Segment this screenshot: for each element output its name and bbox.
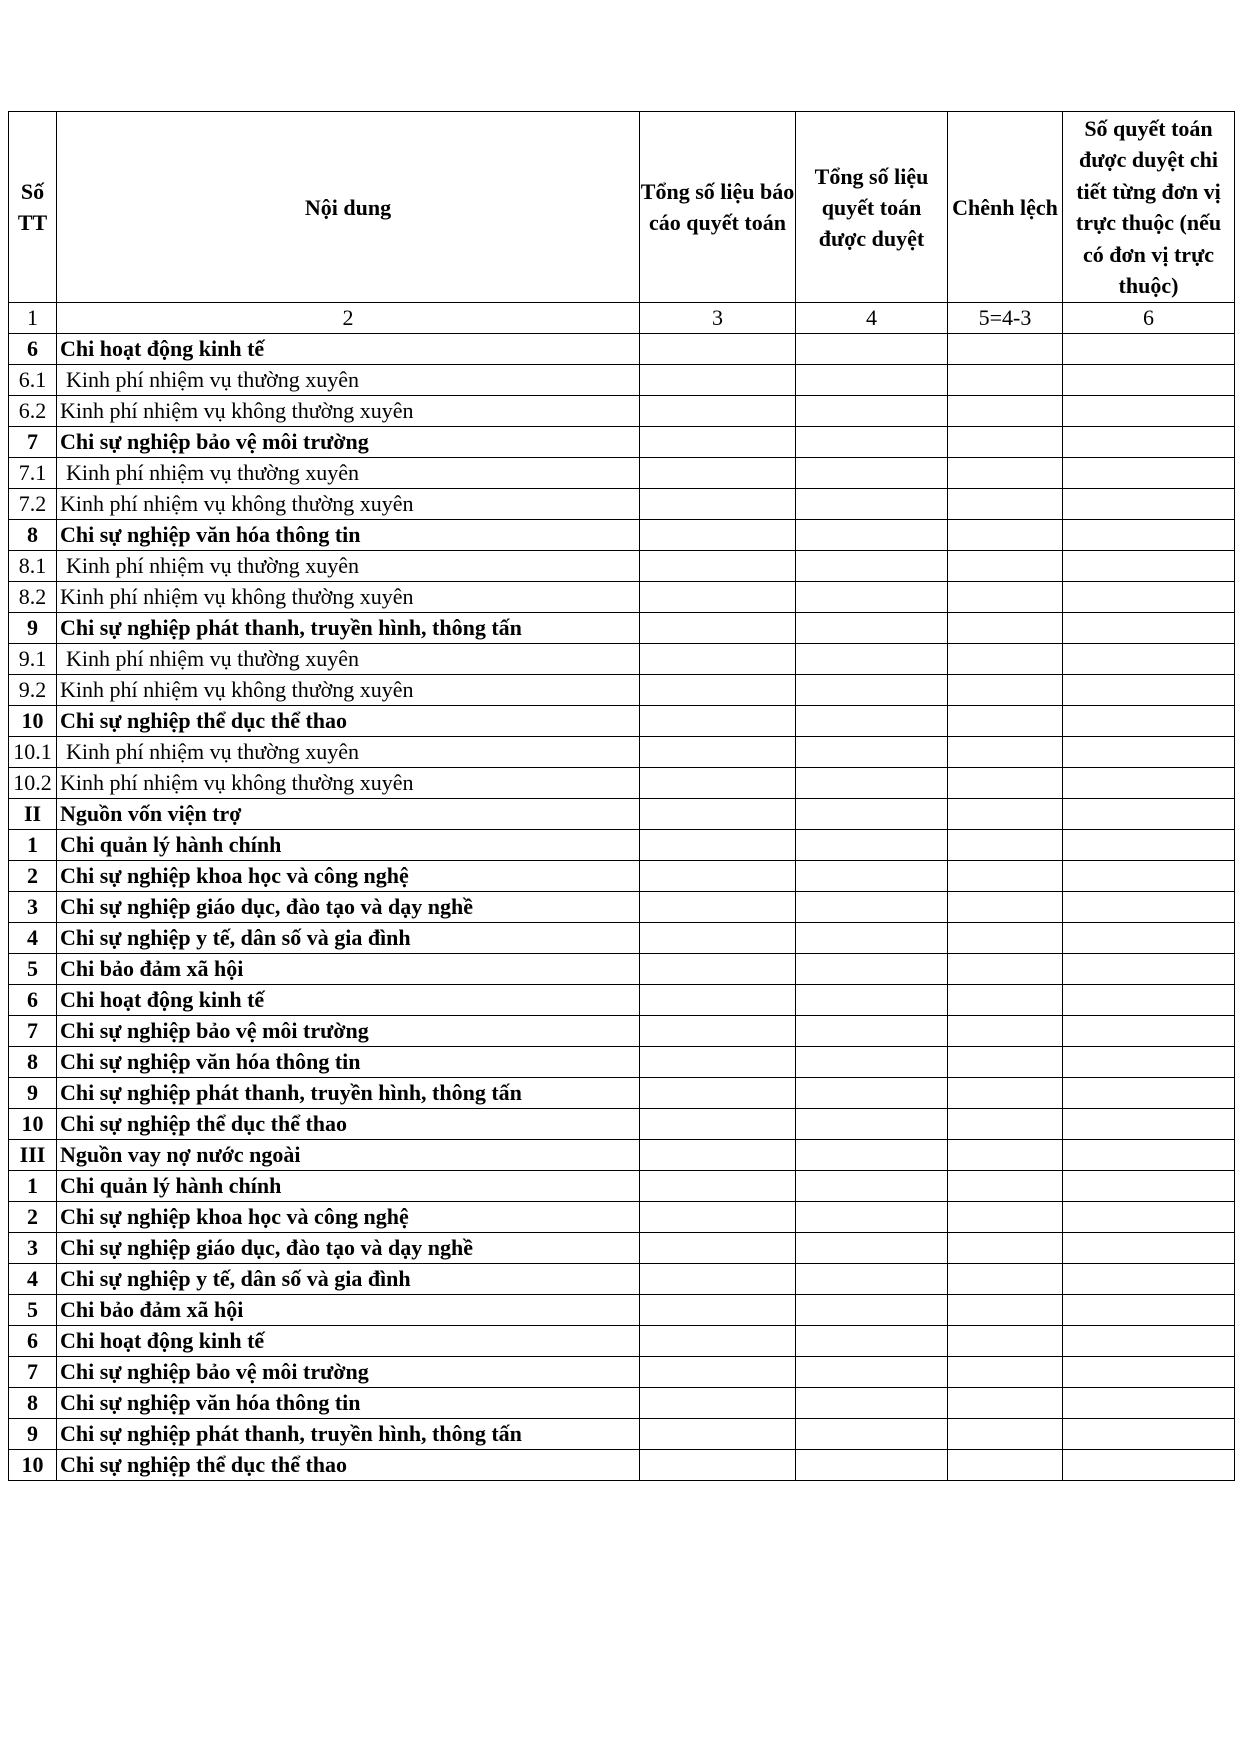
table-row (9, 1419, 1235, 1450)
table-row (9, 892, 1235, 923)
table-row (9, 737, 1235, 768)
row-number: 7.2 (9, 489, 57, 520)
detail-cell[interactable] (1063, 1047, 1235, 1078)
reported-cell[interactable] (640, 613, 796, 644)
row-content: Chi hoạt động kinh tế (57, 334, 640, 365)
approved-cell[interactable] (796, 923, 948, 954)
row-number: 6.1 (9, 365, 57, 396)
difference-cell[interactable] (948, 1357, 1063, 1388)
approved-cell[interactable] (796, 644, 948, 675)
table-row (9, 1357, 1235, 1388)
approved-cell[interactable] (796, 1419, 948, 1450)
detail-cell[interactable] (1063, 458, 1235, 489)
row-content: Chi sự nghiệp y tế, dân số và gia đình (57, 923, 640, 954)
detail-cell[interactable] (1063, 1450, 1235, 1481)
difference-cell[interactable] (948, 489, 1063, 520)
row-number: 8 (9, 1047, 57, 1078)
reported-cell[interactable] (640, 1450, 796, 1481)
detail-cell[interactable] (1063, 427, 1235, 458)
row-content: Kinh phí nhiệm vụ không thường xuyên (57, 582, 640, 613)
row-content: Chi sự nghiệp bảo vệ môi trường (57, 1016, 640, 1047)
row-number: 6 (9, 334, 57, 365)
detail-cell[interactable] (1063, 830, 1235, 861)
approved-cell[interactable] (796, 1078, 948, 1109)
row-number: 9 (9, 1078, 57, 1109)
approved-cell[interactable] (796, 582, 948, 613)
row-number: 9.2 (9, 675, 57, 706)
detail-cell[interactable] (1063, 1357, 1235, 1388)
approved-cell[interactable] (796, 1047, 948, 1078)
approved-cell[interactable] (796, 1233, 948, 1264)
header-approved: Tổng số liệu quyết toán được duyệt (796, 112, 948, 303)
table-row (9, 582, 1235, 613)
difference-cell[interactable] (948, 427, 1063, 458)
row-content: Chi sự nghiệp văn hóa thông tin (57, 1047, 640, 1078)
row-content: Nguồn vốn viện trợ (57, 799, 640, 830)
reported-cell[interactable] (640, 396, 796, 427)
row-content: Chi bảo đảm xã hội (57, 1295, 640, 1326)
difference-cell[interactable] (948, 551, 1063, 582)
row-content: Chi sự nghiệp giáo dục, đào tạo và dạy nghề (57, 892, 640, 923)
detail-cell[interactable] (1063, 489, 1235, 520)
row-number: 2 (9, 1202, 57, 1233)
column-index: 5=4-3 (948, 303, 1063, 334)
difference-cell[interactable] (948, 799, 1063, 830)
header-detail: Số quyết toán được duyệt chi tiết từng đơn vị trực thuộc (nếu có đơn vị trực thuộc) (1063, 112, 1235, 303)
detail-cell[interactable] (1063, 365, 1235, 396)
row-content: Chi sự nghiệp bảo vệ môi trường (57, 1357, 640, 1388)
difference-cell[interactable] (948, 396, 1063, 427)
detail-cell[interactable] (1063, 1109, 1235, 1140)
reported-cell[interactable] (640, 737, 796, 768)
row-content: Chi sự nghiệp văn hóa thông tin (57, 1388, 640, 1419)
approved-cell[interactable] (796, 892, 948, 923)
row-number: 8.1 (9, 551, 57, 582)
difference-cell[interactable] (948, 861, 1063, 892)
detail-cell[interactable] (1063, 954, 1235, 985)
difference-cell[interactable] (948, 334, 1063, 365)
table-row (9, 1140, 1235, 1171)
row-content: Chi quản lý hành chính (57, 830, 640, 861)
approved-cell[interactable] (796, 737, 948, 768)
row-content: Chi hoạt động kinh tế (57, 1326, 640, 1357)
table-row (9, 1109, 1235, 1140)
detail-cell[interactable] (1063, 1295, 1235, 1326)
detail-cell[interactable] (1063, 1016, 1235, 1047)
row-content: Kinh phí nhiệm vụ thường xuyên (57, 737, 640, 768)
approved-cell[interactable] (796, 830, 948, 861)
table-row (9, 1171, 1235, 1202)
detail-cell[interactable] (1063, 582, 1235, 613)
approved-cell[interactable] (796, 1357, 948, 1388)
approved-cell[interactable] (796, 1140, 948, 1171)
row-number: 10 (9, 1109, 57, 1140)
detail-cell[interactable] (1063, 551, 1235, 582)
table-row (9, 1047, 1235, 1078)
reported-cell[interactable] (640, 892, 796, 923)
approved-cell[interactable] (796, 675, 948, 706)
approved-cell[interactable] (796, 1264, 948, 1295)
reported-cell[interactable] (640, 551, 796, 582)
difference-cell[interactable] (948, 365, 1063, 396)
row-content: Kinh phí nhiệm vụ không thường xuyên (57, 489, 640, 520)
header-difference: Chênh lệch (948, 112, 1063, 303)
approved-cell[interactable] (796, 1326, 948, 1357)
row-number: 10.1 (9, 737, 57, 768)
difference-cell[interactable] (948, 706, 1063, 737)
reported-cell[interactable] (640, 1326, 796, 1357)
row-content: Kinh phí nhiệm vụ thường xuyên (57, 551, 640, 582)
table-row (9, 1295, 1235, 1326)
difference-cell[interactable] (948, 1140, 1063, 1171)
difference-cell[interactable] (948, 1202, 1063, 1233)
row-number: III (9, 1140, 57, 1171)
row-number: 7.1 (9, 458, 57, 489)
difference-cell[interactable] (948, 768, 1063, 799)
row-number: 6 (9, 1326, 57, 1357)
detail-cell[interactable] (1063, 799, 1235, 830)
reported-cell[interactable] (640, 1047, 796, 1078)
row-content: Chi sự nghiệp khoa học và công nghệ (57, 861, 640, 892)
approved-cell[interactable] (796, 954, 948, 985)
difference-cell[interactable] (948, 1295, 1063, 1326)
header-reported: Tổng số liệu báo cáo quyết toán (640, 112, 796, 303)
row-number: 10 (9, 706, 57, 737)
reported-cell[interactable] (640, 768, 796, 799)
table-row (9, 954, 1235, 985)
table-row (9, 706, 1235, 737)
difference-cell[interactable] (948, 675, 1063, 706)
difference-cell[interactable] (948, 1388, 1063, 1419)
row-number: 7 (9, 1357, 57, 1388)
reported-cell[interactable] (640, 1264, 796, 1295)
detail-cell[interactable] (1063, 1264, 1235, 1295)
table-row (9, 1016, 1235, 1047)
row-content: Chi sự nghiệp phát thanh, truyền hình, thông tấn (57, 1419, 640, 1450)
detail-cell[interactable] (1063, 644, 1235, 675)
row-content: Kinh phí nhiệm vụ thường xuyên (57, 365, 640, 396)
detail-cell[interactable] (1063, 923, 1235, 954)
header-content: Nội dung (57, 112, 640, 303)
approved-cell[interactable] (796, 768, 948, 799)
reported-cell[interactable] (640, 458, 796, 489)
column-index: 1 (9, 303, 57, 334)
row-content: Chi sự nghiệp thể dục thể thao (57, 1109, 640, 1140)
table-row (9, 1264, 1235, 1295)
reported-cell[interactable] (640, 1202, 796, 1233)
reported-cell[interactable] (640, 830, 796, 861)
table-row (9, 768, 1235, 799)
approved-cell[interactable] (796, 520, 948, 551)
detail-cell[interactable] (1063, 1326, 1235, 1357)
reported-cell[interactable] (640, 706, 796, 737)
table-row (9, 613, 1235, 644)
difference-cell[interactable] (948, 458, 1063, 489)
table-row (9, 1326, 1235, 1357)
approved-cell[interactable] (796, 396, 948, 427)
row-number: 2 (9, 861, 57, 892)
row-number: 7 (9, 427, 57, 458)
row-number: 5 (9, 1295, 57, 1326)
detail-cell[interactable] (1063, 1171, 1235, 1202)
reported-cell[interactable] (640, 1140, 796, 1171)
table-row (9, 365, 1235, 396)
table-row (9, 427, 1235, 458)
reported-cell[interactable] (640, 1419, 796, 1450)
row-number: 6 (9, 985, 57, 1016)
table-row (9, 396, 1235, 427)
table-row (9, 799, 1235, 830)
row-content: Chi sự nghiệp phát thanh, truyền hình, thông tấn (57, 613, 640, 644)
row-number: 9 (9, 1419, 57, 1450)
approved-cell[interactable] (796, 458, 948, 489)
table-row (9, 334, 1235, 365)
column-index: 4 (796, 303, 948, 334)
difference-cell[interactable] (948, 1078, 1063, 1109)
table-row (9, 551, 1235, 582)
detail-cell[interactable] (1063, 1140, 1235, 1171)
table-row (9, 830, 1235, 861)
approved-cell[interactable] (796, 1450, 948, 1481)
detail-cell[interactable] (1063, 520, 1235, 551)
table-row (9, 1450, 1235, 1481)
reported-cell[interactable] (640, 1233, 796, 1264)
table-row (9, 985, 1235, 1016)
approved-cell[interactable] (796, 1109, 948, 1140)
detail-cell[interactable] (1063, 1202, 1235, 1233)
detail-cell[interactable] (1063, 675, 1235, 706)
reported-cell[interactable] (640, 365, 796, 396)
row-content: Kinh phí nhiệm vụ thường xuyên (57, 458, 640, 489)
table-row (9, 489, 1235, 520)
reported-cell[interactable] (640, 489, 796, 520)
difference-cell[interactable] (948, 1233, 1063, 1264)
table-row (9, 1202, 1235, 1233)
detail-cell[interactable] (1063, 1419, 1235, 1450)
row-number: 1 (9, 830, 57, 861)
reported-cell[interactable] (640, 1295, 796, 1326)
row-content: Chi quản lý hành chính (57, 1171, 640, 1202)
row-content: Kinh phí nhiệm vụ thường xuyên (57, 644, 640, 675)
detail-cell[interactable] (1063, 1078, 1235, 1109)
table-row (9, 675, 1235, 706)
reported-cell[interactable] (640, 1016, 796, 1047)
row-number: 7 (9, 1016, 57, 1047)
difference-cell[interactable] (948, 582, 1063, 613)
table-row (9, 923, 1235, 954)
approved-cell[interactable] (796, 1202, 948, 1233)
approved-cell[interactable] (796, 706, 948, 737)
row-content: Kinh phí nhiệm vụ không thường xuyên (57, 396, 640, 427)
approved-cell[interactable] (796, 365, 948, 396)
detail-cell[interactable] (1063, 892, 1235, 923)
difference-cell[interactable] (948, 1326, 1063, 1357)
approved-cell[interactable] (796, 613, 948, 644)
row-number: 6.2 (9, 396, 57, 427)
row-number: 3 (9, 1233, 57, 1264)
row-number: 8.2 (9, 582, 57, 613)
row-number: 10.2 (9, 768, 57, 799)
column-index-row (9, 303, 1235, 334)
difference-cell[interactable] (948, 520, 1063, 551)
row-number: 9.1 (9, 644, 57, 675)
row-content: Kinh phí nhiệm vụ không thường xuyên (57, 675, 640, 706)
settlement-table (8, 111, 1235, 1481)
row-content: Chi sự nghiệp văn hóa thông tin (57, 520, 640, 551)
difference-cell[interactable] (948, 892, 1063, 923)
approved-cell[interactable] (796, 799, 948, 830)
detail-cell[interactable] (1063, 1233, 1235, 1264)
reported-cell[interactable] (640, 1357, 796, 1388)
detail-cell[interactable] (1063, 613, 1235, 644)
detail-cell[interactable] (1063, 334, 1235, 365)
row-content: Chi sự nghiệp khoa học và công nghệ (57, 1202, 640, 1233)
difference-cell[interactable] (948, 1109, 1063, 1140)
approved-cell[interactable] (796, 985, 948, 1016)
difference-cell[interactable] (948, 737, 1063, 768)
difference-cell[interactable] (948, 1047, 1063, 1078)
table-row (9, 1233, 1235, 1264)
column-index: 2 (57, 303, 640, 334)
difference-cell[interactable] (948, 954, 1063, 985)
row-content: Chi hoạt động kinh tế (57, 985, 640, 1016)
reported-cell[interactable] (640, 644, 796, 675)
row-content: Chi sự nghiệp phát thanh, truyền hình, thông tấn (57, 1078, 640, 1109)
reported-cell[interactable] (640, 1109, 796, 1140)
reported-cell[interactable] (640, 954, 796, 985)
row-content: Kinh phí nhiệm vụ không thường xuyên (57, 768, 640, 799)
detail-cell[interactable] (1063, 985, 1235, 1016)
row-content: Chi sự nghiệp thể dục thể thao (57, 1450, 640, 1481)
detail-cell[interactable] (1063, 768, 1235, 799)
row-number: 4 (9, 923, 57, 954)
reported-cell[interactable] (640, 985, 796, 1016)
approved-cell[interactable] (796, 1388, 948, 1419)
reported-cell[interactable] (640, 799, 796, 830)
approved-cell[interactable] (796, 1295, 948, 1326)
row-number: II (9, 799, 57, 830)
reported-cell[interactable] (640, 582, 796, 613)
approved-cell[interactable] (796, 551, 948, 582)
table-body (9, 334, 1235, 1481)
row-number: 5 (9, 954, 57, 985)
detail-cell[interactable] (1063, 706, 1235, 737)
difference-cell[interactable] (948, 1450, 1063, 1481)
row-number: 1 (9, 1171, 57, 1202)
approved-cell[interactable] (796, 427, 948, 458)
row-content: Chi sự nghiệp bảo vệ môi trường (57, 427, 640, 458)
table-row (9, 644, 1235, 675)
approved-cell[interactable] (796, 1016, 948, 1047)
table-row (9, 458, 1235, 489)
difference-cell[interactable] (948, 613, 1063, 644)
detail-cell[interactable] (1063, 861, 1235, 892)
row-number: 3 (9, 892, 57, 923)
reported-cell[interactable] (640, 1171, 796, 1202)
reported-cell[interactable] (640, 1388, 796, 1419)
difference-cell[interactable] (948, 985, 1063, 1016)
reported-cell[interactable] (640, 675, 796, 706)
header-stt: Số TT (9, 112, 57, 303)
table-row (9, 1078, 1235, 1109)
row-number: 8 (9, 1388, 57, 1419)
difference-cell[interactable] (948, 1419, 1063, 1450)
row-number: 8 (9, 520, 57, 551)
approved-cell[interactable] (796, 861, 948, 892)
column-index: 3 (640, 303, 796, 334)
difference-cell[interactable] (948, 830, 1063, 861)
row-content: Chi sự nghiệp thể dục thể thao (57, 706, 640, 737)
difference-cell[interactable] (948, 644, 1063, 675)
column-index: 6 (1063, 303, 1235, 334)
row-content: Chi bảo đảm xã hội (57, 954, 640, 985)
difference-cell[interactable] (948, 1171, 1063, 1202)
reported-cell[interactable] (640, 923, 796, 954)
row-number: 10 (9, 1450, 57, 1481)
detail-cell[interactable] (1063, 1388, 1235, 1419)
table-row (9, 520, 1235, 551)
reported-cell[interactable] (640, 861, 796, 892)
reported-cell[interactable] (640, 427, 796, 458)
approved-cell[interactable] (796, 489, 948, 520)
difference-cell[interactable] (948, 1264, 1063, 1295)
row-number: 4 (9, 1264, 57, 1295)
reported-cell[interactable] (640, 1078, 796, 1109)
detail-cell[interactable] (1063, 737, 1235, 768)
row-content: Nguồn vay nợ nước ngoài (57, 1140, 640, 1171)
table-row (9, 861, 1235, 892)
row-content: Chi sự nghiệp giáo dục, đào tạo và dạy nghề (57, 1233, 640, 1264)
reported-cell[interactable] (640, 334, 796, 365)
settlement-table-container (8, 111, 1235, 1481)
reported-cell[interactable] (640, 520, 796, 551)
row-content: Chi sự nghiệp y tế, dân số và gia đình (57, 1264, 640, 1295)
row-number: 9 (9, 613, 57, 644)
table-row (9, 1388, 1235, 1419)
difference-cell[interactable] (948, 1016, 1063, 1047)
difference-cell[interactable] (948, 923, 1063, 954)
approved-cell[interactable] (796, 334, 948, 365)
header-row (9, 112, 1235, 303)
approved-cell[interactable] (796, 1171, 948, 1202)
detail-cell[interactable] (1063, 396, 1235, 427)
